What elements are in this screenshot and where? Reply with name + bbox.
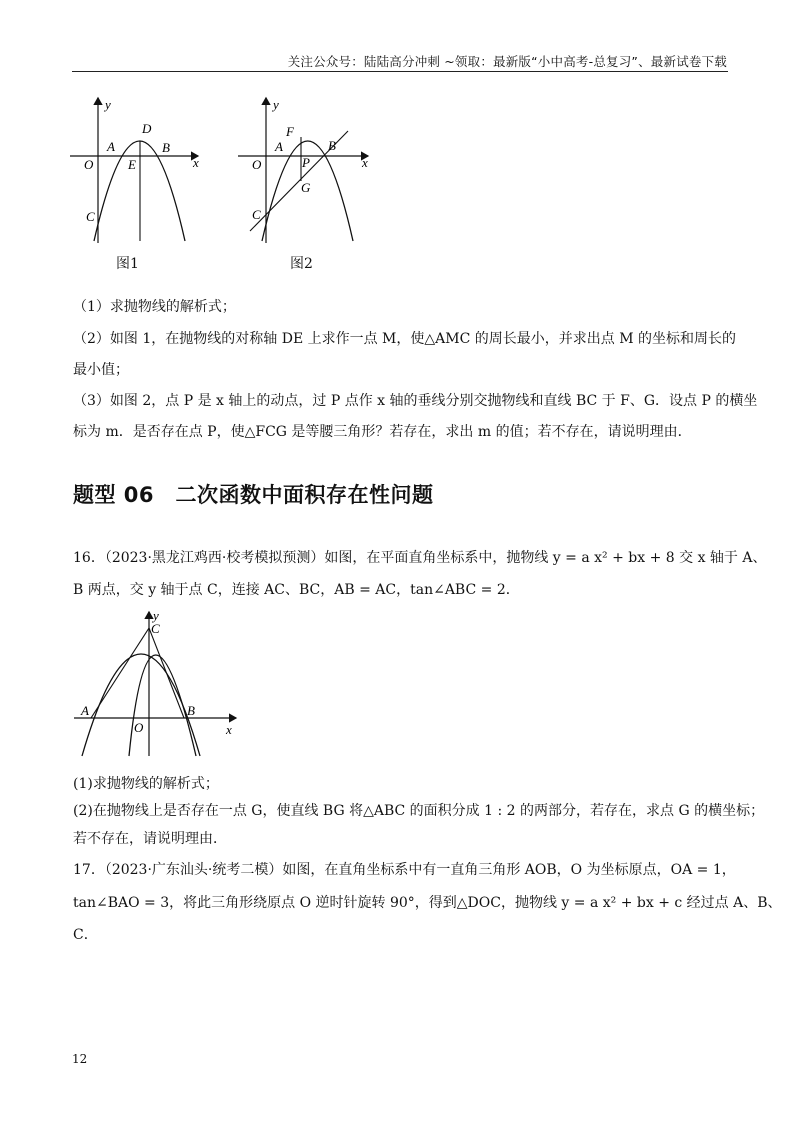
q16-sub2-line1: (2)在抛物线上是否存在一点 G，使直线 BG 将△ABC 的面积分成 1 : 2 的两部分，若存在，求点 G 的横坐标； (73, 803, 765, 819)
label-C: C (252, 207, 261, 222)
figure-2 (238, 95, 378, 245)
q15-part3-line1: （3）如图 2，点 P 是 x 轴上的动点，过 P 点作 x 轴的垂线分别交抛物线和直线 BC 于 F、G．设点 P 的横坐 (73, 393, 758, 409)
label-E: E (128, 157, 136, 172)
label-y: y (153, 608, 159, 623)
header-rule (72, 71, 728, 72)
segment-BC (149, 628, 184, 718)
label-A: A (81, 703, 89, 718)
figure-2-caption: 图2 (290, 256, 313, 272)
parabola-narrow (129, 655, 196, 756)
label-P: P (302, 155, 310, 170)
figure-q16 (70, 608, 240, 758)
label-G: G (301, 180, 311, 195)
q15-part1: （1）求抛物线的解析式； (73, 299, 236, 315)
page-number: 12 (72, 1052, 88, 1066)
q17-line1: 17．（2023·广东汕头·统考二模）如图，在直角坐标系中有一直角三角形 AOB，O 为坐标原点，OA = 1， (73, 862, 736, 878)
label-x: x (226, 722, 232, 737)
q15-part2-line1: （2）如图 1，在抛物线的对称轴 DE 上求作一点 M，使△AMC 的周长最小，并求出点 M 的坐标和周长的 (73, 331, 737, 347)
page-header: 关注公众号：陆陆高分冲刺 ~领取：最新版“小中高考-总复习”、最新试卷下载 (287, 54, 727, 69)
label-y: y (105, 97, 111, 112)
label-x: x (193, 155, 199, 170)
label-C: C (151, 621, 160, 636)
section-title: 题型 06 二次函数中面积存在性问题 (73, 483, 434, 507)
label-x: x (362, 155, 368, 170)
label-D: D (142, 121, 152, 136)
label-A: A (107, 139, 115, 154)
q16-line2: B 两点，交 y 轴于点 C，连接 AC、BC，AB = AC，tan∠ABC = 2． (73, 582, 520, 598)
q17-line3: C． (73, 927, 98, 943)
label-F: F (286, 124, 294, 139)
label-O: O (134, 720, 144, 735)
segment-AC (91, 628, 149, 718)
q16-sub1: (1)求抛物线的解析式； (73, 776, 219, 792)
label-y: y (273, 97, 279, 112)
figure-1 (70, 95, 210, 245)
q15-part2-line2: 最小值； (73, 362, 129, 378)
label-O: O (84, 157, 94, 172)
q17-line2: tan∠BAO = 3，将此三角形绕原点 O 逆时针旋转 90°，得到△DOC，抛物线 y = a x² + bx + c 经过点 A、B、 (73, 895, 782, 911)
label-O: O (252, 157, 262, 172)
q16-sub2-line2: 若不存在，请说明理由． (73, 831, 227, 847)
label-C: C (86, 209, 95, 224)
label-A: A (275, 139, 283, 154)
label-B: B (162, 140, 170, 155)
label-B: B (187, 703, 195, 718)
label-B: B (328, 138, 336, 153)
q16-line1: 16．（2023·黑龙江鸡西·校考模拟预测）如图，在平面直角坐标系中，抛物线 y = a x² + bx + 8 交 x 轴于 A、 (73, 550, 767, 566)
figure-1-caption: 图1 (116, 256, 139, 272)
q15-part3-line2: 标为 m．是否存在点 P，使△FCG 是等腰三角形？若存在，求出 m 的值；若不存在，请说明理由． (73, 424, 692, 440)
